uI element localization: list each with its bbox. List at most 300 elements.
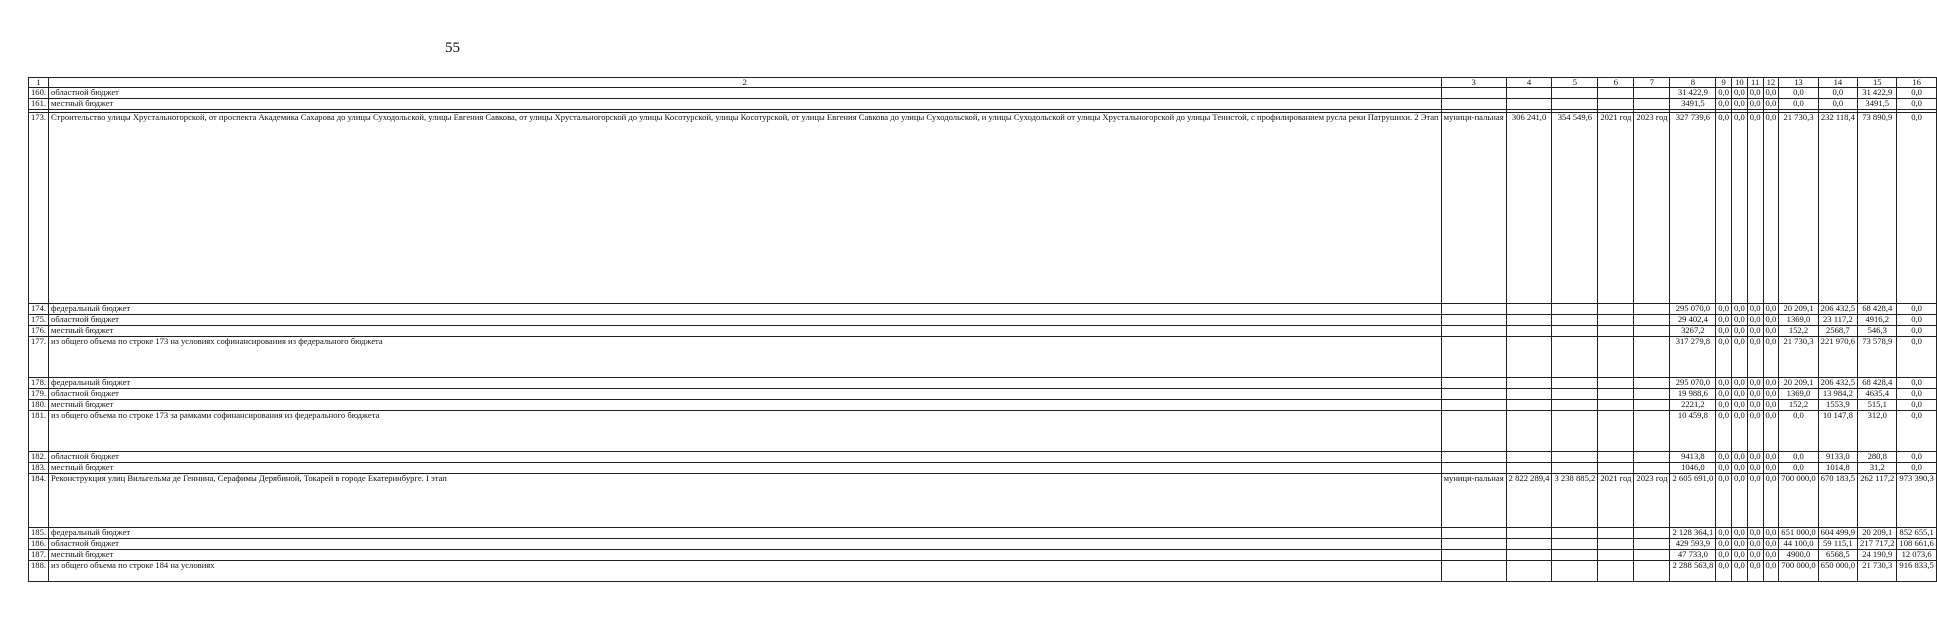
row-description: из общего объема по строке 184 на условиях xyxy=(49,561,1442,582)
table-cell: 0,0 xyxy=(1732,463,1748,474)
table-cell xyxy=(1634,337,1670,378)
table-cell: 21 730,3 xyxy=(1779,337,1818,378)
table-cell: 1369,0 xyxy=(1779,389,1818,400)
table-row xyxy=(29,411,1937,452)
table-cell: 916 833,5 xyxy=(1897,561,1936,582)
table-cell: 0,0 xyxy=(1818,88,1857,99)
table-cell: 10 459,8 xyxy=(1670,411,1716,452)
table-cell xyxy=(1598,463,1634,474)
table-cell: 9413,8 xyxy=(1670,452,1716,463)
table-cell: 0,0 xyxy=(1897,326,1936,337)
table-cell: 0,0 xyxy=(1716,474,1732,528)
column-header: 8 xyxy=(1670,78,1716,88)
column-header: 5 xyxy=(1552,78,1598,88)
table-cell xyxy=(1552,400,1598,411)
table-cell xyxy=(1506,561,1552,582)
table-cell: 280,8 xyxy=(1858,452,1897,463)
table-cell: 0,0 xyxy=(1747,337,1763,378)
table-cell: 59 115,1 xyxy=(1818,539,1857,550)
column-header: 9 xyxy=(1716,78,1732,88)
table-cell xyxy=(1441,326,1506,337)
table-cell: 2023 год xyxy=(1634,474,1670,528)
row-description: Строительство улицы Хрустальногорской, от проспекта Академика Сахарова до улицы Суходольской, улицы Евгения Савкова, от улицы Хрустальногорской до улицы Косотурской, улицы Косотурской, от улицы Евгения Савкова до улицы Суходольской, и улицы Суходольской от улицы Хрустальногорской до улицы Тенистой, с профилированием русла реки Патрушихи. 2 Этап xyxy=(49,113,1442,304)
table-row xyxy=(29,539,1937,550)
table-cell: 0,0 xyxy=(1732,315,1748,326)
table-cell: 3491,5 xyxy=(1858,99,1897,110)
column-header: 15 xyxy=(1858,78,1897,88)
row-description: областной бюджет xyxy=(49,539,1442,550)
table-cell xyxy=(1506,304,1552,315)
table-cell xyxy=(1634,452,1670,463)
column-header: 14 xyxy=(1818,78,1857,88)
row-number: 185. xyxy=(29,528,49,539)
row-number: 186. xyxy=(29,539,49,550)
table-cell xyxy=(1598,550,1634,561)
table-cell: 0,0 xyxy=(1763,539,1779,550)
table-cell: 0,0 xyxy=(1747,539,1763,550)
table-row xyxy=(29,378,1937,389)
table-cell xyxy=(1441,463,1506,474)
table-cell: 0,0 xyxy=(1897,389,1936,400)
table-cell: 2021 год xyxy=(1598,113,1634,304)
column-header: 16 xyxy=(1897,78,1936,88)
table-cell: 0,0 xyxy=(1763,474,1779,528)
row-description: Реконструкция улиц Вильгельма де Геннина, Серафимы Дерябиной, Токарей в городе Екатеринбурге. I этап xyxy=(49,474,1442,528)
table-cell xyxy=(1598,99,1634,110)
table-cell xyxy=(1552,337,1598,378)
table-cell: 31 422,9 xyxy=(1670,88,1716,99)
table-cell: 0,0 xyxy=(1716,452,1732,463)
table-cell: 0,0 xyxy=(1763,400,1779,411)
table-cell: 0,0 xyxy=(1747,304,1763,315)
table-cell: 0,0 xyxy=(1818,99,1857,110)
table-cell: 0,0 xyxy=(1897,411,1936,452)
table-cell xyxy=(1441,378,1506,389)
table-cell: 0,0 xyxy=(1897,337,1936,378)
table-cell: 0,0 xyxy=(1763,326,1779,337)
table-cell: 650 000,0 xyxy=(1818,561,1857,582)
table-cell: 0,0 xyxy=(1732,539,1748,550)
table-cell xyxy=(1552,528,1598,539)
table-cell: 429 593,9 xyxy=(1670,539,1716,550)
table-cell xyxy=(1506,452,1552,463)
table-cell: 0,0 xyxy=(1747,326,1763,337)
table-cell xyxy=(1506,550,1552,561)
table-cell: 2021 год xyxy=(1598,474,1634,528)
table-cell xyxy=(1506,463,1552,474)
table-cell: 44 100,0 xyxy=(1779,539,1818,550)
table-cell: 2 822 289,4 xyxy=(1506,474,1552,528)
table-cell: 6568,5 xyxy=(1818,550,1857,561)
table-cell: 0,0 xyxy=(1763,411,1779,452)
table-cell: 2 128 364,1 xyxy=(1670,528,1716,539)
table-cell xyxy=(1598,411,1634,452)
column-header: 12 xyxy=(1763,78,1779,88)
table-cell xyxy=(1441,400,1506,411)
table-cell: 0,0 xyxy=(1763,88,1779,99)
row-number: 177. xyxy=(29,337,49,378)
column-header: 7 xyxy=(1634,78,1670,88)
table-cell xyxy=(1506,99,1552,110)
table-cell: 152,2 xyxy=(1779,326,1818,337)
table-cell: 0,0 xyxy=(1732,411,1748,452)
table-cell xyxy=(1552,88,1598,99)
table-cell xyxy=(1506,528,1552,539)
table-cell: 0,0 xyxy=(1747,528,1763,539)
table-row xyxy=(29,550,1937,561)
table-cell: 0,0 xyxy=(1732,389,1748,400)
row-number: 160. xyxy=(29,88,49,99)
row-number: 176. xyxy=(29,326,49,337)
table-cell: 4916,2 xyxy=(1858,315,1897,326)
table-cell: 0,0 xyxy=(1732,561,1748,582)
table-cell xyxy=(1598,561,1634,582)
table-cell xyxy=(1634,304,1670,315)
table-cell xyxy=(1634,315,1670,326)
table-cell: 852 655,1 xyxy=(1897,528,1936,539)
table-cell: 73 890,9 xyxy=(1858,113,1897,304)
table-cell xyxy=(1506,337,1552,378)
table-cell: 0,0 xyxy=(1747,411,1763,452)
table-cell: 0,0 xyxy=(1716,113,1732,304)
table-cell: 13 984,2 xyxy=(1818,389,1857,400)
table-cell: 0,0 xyxy=(1716,88,1732,99)
table-cell: муници-пальная xyxy=(1441,474,1506,528)
table-cell: 0,0 xyxy=(1716,326,1732,337)
table-cell: 0,0 xyxy=(1732,337,1748,378)
table-cell: 12 073,6 xyxy=(1897,550,1936,561)
table-cell xyxy=(1506,411,1552,452)
table-cell xyxy=(1634,550,1670,561)
table-cell: 0,0 xyxy=(1732,528,1748,539)
table-cell: 0,0 xyxy=(1747,378,1763,389)
table-cell xyxy=(1598,539,1634,550)
table-cell: 0,0 xyxy=(1897,113,1936,304)
column-header: 11 xyxy=(1747,78,1763,88)
table-cell xyxy=(1552,411,1598,452)
table-cell: 3491,5 xyxy=(1670,99,1716,110)
table-cell: 221 970,6 xyxy=(1818,337,1857,378)
column-header: 1 xyxy=(29,78,49,88)
table-cell xyxy=(1634,528,1670,539)
table-cell: 0,0 xyxy=(1897,315,1936,326)
table-cell xyxy=(1552,561,1598,582)
table-cell: 0,0 xyxy=(1747,463,1763,474)
table-cell xyxy=(1552,99,1598,110)
table-cell xyxy=(1506,326,1552,337)
table-cell: 68 428,4 xyxy=(1858,378,1897,389)
table-cell xyxy=(1552,304,1598,315)
table-cell xyxy=(1634,378,1670,389)
table-cell: 24 190,9 xyxy=(1858,550,1897,561)
table-cell: 2 605 691,0 xyxy=(1670,474,1716,528)
table-cell xyxy=(1441,389,1506,400)
table-cell: 0,0 xyxy=(1732,99,1748,110)
table-cell: 217 717,2 xyxy=(1858,539,1897,550)
page-number: 55 xyxy=(445,40,460,56)
table-cell: 2023 год xyxy=(1634,113,1670,304)
table-cell: 0,0 xyxy=(1716,539,1732,550)
table-cell: 515,1 xyxy=(1858,400,1897,411)
row-description: федеральный бюджет xyxy=(49,528,1442,539)
table-cell: 700 000,0 xyxy=(1779,561,1818,582)
table-cell: 21 730,3 xyxy=(1779,113,1818,304)
table-cell: 206 432,5 xyxy=(1818,378,1857,389)
table-cell xyxy=(1506,315,1552,326)
table-cell: 4900,0 xyxy=(1779,550,1818,561)
table-cell: 20 209,1 xyxy=(1779,304,1818,315)
table-cell: 3267,2 xyxy=(1670,326,1716,337)
row-description: областной бюджет xyxy=(49,389,1442,400)
table-cell: 0,0 xyxy=(1763,99,1779,110)
row-description: федеральный бюджет xyxy=(49,304,1442,315)
table-cell: 295 070,0 xyxy=(1670,304,1716,315)
table-cell: 651 000,0 xyxy=(1779,528,1818,539)
table-cell: 0,0 xyxy=(1732,474,1748,528)
table-cell xyxy=(1598,452,1634,463)
table-cell: 0,0 xyxy=(1747,389,1763,400)
table-cell: 0,0 xyxy=(1716,550,1732,561)
table-cell: 0,0 xyxy=(1716,400,1732,411)
table-cell: 0,0 xyxy=(1747,561,1763,582)
table-cell: 108 661,6 xyxy=(1897,539,1936,550)
table-cell: 21 730,3 xyxy=(1858,561,1897,582)
table-row xyxy=(29,304,1937,315)
table-row xyxy=(29,315,1937,326)
table-cell: 3 238 885,2 xyxy=(1552,474,1598,528)
table-cell: 23 117,2 xyxy=(1818,315,1857,326)
table-cell: 31 422,9 xyxy=(1858,88,1897,99)
table-cell: 0,0 xyxy=(1897,400,1936,411)
table-cell: 700 000,0 xyxy=(1779,474,1818,528)
table-cell xyxy=(1441,528,1506,539)
table-cell xyxy=(1506,389,1552,400)
table-cell: 670 183,5 xyxy=(1818,474,1857,528)
row-description: областной бюджет xyxy=(49,88,1442,99)
table-cell: 2568,7 xyxy=(1818,326,1857,337)
table-cell: 0,0 xyxy=(1897,463,1936,474)
table-cell: 0,0 xyxy=(1747,452,1763,463)
table-cell: 0,0 xyxy=(1732,550,1748,561)
table-cell: 47 733,0 xyxy=(1670,550,1716,561)
table-cell xyxy=(1634,99,1670,110)
row-description: местный бюджет xyxy=(49,326,1442,337)
table-cell xyxy=(1506,400,1552,411)
table-cell: 0,0 xyxy=(1779,88,1818,99)
table-cell: 0,0 xyxy=(1897,304,1936,315)
row-description: из общего объема по строке 173 за рамками софинансирования из федерального бюджета xyxy=(49,411,1442,452)
row-number: 181. xyxy=(29,411,49,452)
table-cell xyxy=(1441,99,1506,110)
table-cell: 0,0 xyxy=(1716,389,1732,400)
table-cell xyxy=(1506,539,1552,550)
row-description: местный бюджет xyxy=(49,463,1442,474)
table-cell xyxy=(1552,550,1598,561)
table-cell: 0,0 xyxy=(1763,452,1779,463)
table-cell: 0,0 xyxy=(1732,378,1748,389)
table-cell: 1369,0 xyxy=(1779,315,1818,326)
table-cell xyxy=(1552,326,1598,337)
column-header: 3 xyxy=(1441,78,1506,88)
table-cell: 0,0 xyxy=(1716,528,1732,539)
table-cell: 0,0 xyxy=(1732,326,1748,337)
table-cell xyxy=(1552,539,1598,550)
table-row xyxy=(29,463,1937,474)
table-cell: 0,0 xyxy=(1747,474,1763,528)
row-description: областной бюджет xyxy=(49,315,1442,326)
table-cell xyxy=(1598,389,1634,400)
table-cell xyxy=(1634,389,1670,400)
table-cell xyxy=(1598,326,1634,337)
table-row xyxy=(29,326,1937,337)
table-cell: 327 739,6 xyxy=(1670,113,1716,304)
table-cell xyxy=(1441,304,1506,315)
column-header: 4 xyxy=(1506,78,1552,88)
row-number: 173. xyxy=(29,113,49,304)
table-cell: 604 499,9 xyxy=(1818,528,1857,539)
table-cell xyxy=(1441,561,1506,582)
table-cell: 9133,0 xyxy=(1818,452,1857,463)
table-cell: 0,0 xyxy=(1747,113,1763,304)
table-cell: 0,0 xyxy=(1779,99,1818,110)
table-cell xyxy=(1634,88,1670,99)
table-cell xyxy=(1634,326,1670,337)
table-cell: 1553,9 xyxy=(1818,400,1857,411)
table-cell xyxy=(1634,539,1670,550)
table-cell: 0,0 xyxy=(1747,400,1763,411)
table-cell xyxy=(1506,88,1552,99)
table-cell xyxy=(1441,88,1506,99)
table-cell: 0,0 xyxy=(1747,550,1763,561)
table-cell: 0,0 xyxy=(1732,400,1748,411)
table-row xyxy=(29,88,1937,99)
table-cell xyxy=(1441,315,1506,326)
table-cell: 546,3 xyxy=(1858,326,1897,337)
table-cell: 0,0 xyxy=(1897,88,1936,99)
table-cell xyxy=(1598,378,1634,389)
table-cell: 0,0 xyxy=(1763,561,1779,582)
column-header: 2 xyxy=(49,78,1442,88)
table-cell: 31,2 xyxy=(1858,463,1897,474)
table-cell xyxy=(1552,452,1598,463)
table-cell: 0,0 xyxy=(1747,99,1763,110)
row-number: 179. xyxy=(29,389,49,400)
table-cell xyxy=(1634,561,1670,582)
table-row xyxy=(29,389,1937,400)
table-cell: 0,0 xyxy=(1763,528,1779,539)
table-cell: 354 549,6 xyxy=(1552,113,1598,304)
row-number: 187. xyxy=(29,550,49,561)
table-cell xyxy=(1598,88,1634,99)
table-row xyxy=(29,474,1937,528)
table-cell: 317 279,8 xyxy=(1670,337,1716,378)
table-cell: 1014,8 xyxy=(1818,463,1857,474)
table-cell xyxy=(1441,337,1506,378)
table-cell: 312,0 xyxy=(1858,411,1897,452)
table-cell: 0,0 xyxy=(1716,304,1732,315)
table-cell xyxy=(1552,378,1598,389)
row-number: 184. xyxy=(29,474,49,528)
table-cell xyxy=(1598,400,1634,411)
table-cell xyxy=(1598,304,1634,315)
table-cell xyxy=(1634,411,1670,452)
table-cell: 0,0 xyxy=(1716,99,1732,110)
row-number: 175. xyxy=(29,315,49,326)
table-cell xyxy=(1441,411,1506,452)
table-cell: 1046,0 xyxy=(1670,463,1716,474)
table-cell: 0,0 xyxy=(1763,315,1779,326)
table-cell: 0,0 xyxy=(1897,378,1936,389)
table-cell: 2 288 563,8 xyxy=(1670,561,1716,582)
table-cell: 4635,4 xyxy=(1858,389,1897,400)
table-cell: 0,0 xyxy=(1747,88,1763,99)
table-cell: 20 209,1 xyxy=(1858,528,1897,539)
table-cell: 0,0 xyxy=(1763,463,1779,474)
table-cell: 0,0 xyxy=(1763,550,1779,561)
table-cell xyxy=(1598,337,1634,378)
table-cell: 0,0 xyxy=(1779,452,1818,463)
table-cell xyxy=(1441,550,1506,561)
row-number: 178. xyxy=(29,378,49,389)
table-cell xyxy=(1552,463,1598,474)
table-cell xyxy=(1634,400,1670,411)
table-cell xyxy=(1506,378,1552,389)
table-cell xyxy=(1441,539,1506,550)
table-cell: 20 209,1 xyxy=(1779,378,1818,389)
table-cell: 0,0 xyxy=(1732,88,1748,99)
table-cell: 0,0 xyxy=(1779,463,1818,474)
table-cell: 0,0 xyxy=(1897,452,1936,463)
row-description: из общего объема по строке 173 на условиях софинансирования из федерального бюджета xyxy=(49,337,1442,378)
table-cell xyxy=(1598,528,1634,539)
table-cell: 0,0 xyxy=(1897,99,1936,110)
table-row xyxy=(29,452,1937,463)
row-number: 182. xyxy=(29,452,49,463)
table-cell: 0,0 xyxy=(1716,337,1732,378)
table-cell xyxy=(1441,452,1506,463)
table-cell xyxy=(1552,389,1598,400)
table-cell: 0,0 xyxy=(1716,561,1732,582)
column-header: 13 xyxy=(1779,78,1818,88)
table-cell: 973 390,3 xyxy=(1897,474,1936,528)
column-header: 6 xyxy=(1598,78,1634,88)
row-number: 188. xyxy=(29,561,49,582)
table-cell xyxy=(1598,315,1634,326)
table-cell: 2221,2 xyxy=(1670,400,1716,411)
table-row xyxy=(29,561,1937,582)
table-cell xyxy=(1552,315,1598,326)
row-description: местный бюджет xyxy=(49,550,1442,561)
table-cell: 68 428,4 xyxy=(1858,304,1897,315)
table-cell: 0,0 xyxy=(1763,113,1779,304)
row-description: местный бюджет xyxy=(49,400,1442,411)
table-row xyxy=(29,400,1937,411)
table-row xyxy=(29,113,1937,304)
table-cell: 0,0 xyxy=(1716,411,1732,452)
row-number: 174. xyxy=(29,304,49,315)
table-row xyxy=(29,337,1937,378)
table-cell: 152,2 xyxy=(1779,400,1818,411)
table-cell: 10 147,8 xyxy=(1818,411,1857,452)
table-cell: 0,0 xyxy=(1732,113,1748,304)
table-row xyxy=(29,528,1937,539)
table-cell: 73 578,9 xyxy=(1858,337,1897,378)
table-cell: 0,0 xyxy=(1732,304,1748,315)
table-cell: 295 070,0 xyxy=(1670,378,1716,389)
row-description: областной бюджет xyxy=(49,452,1442,463)
row-number: 180. xyxy=(29,400,49,411)
table-cell: 232 118,4 xyxy=(1818,113,1857,304)
